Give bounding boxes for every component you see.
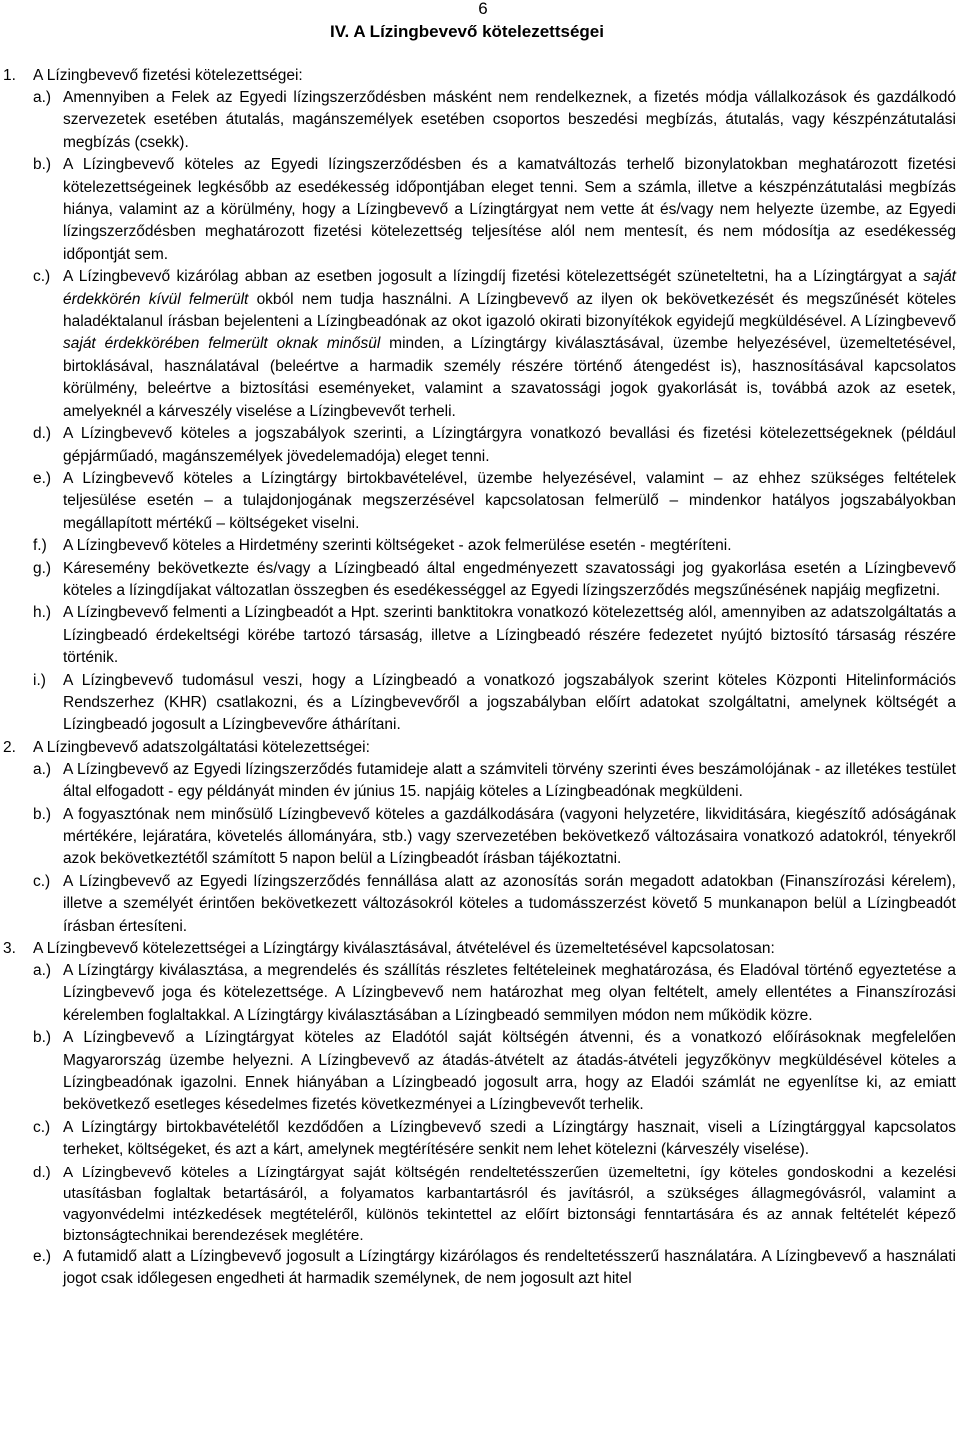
section-payment-obligations [0,65,960,737]
item-letter: c.) [33,1118,51,1136]
item-text: A Lízingbevevő köteles a jogszabályok szerinti, a Lízingtárgyra vonatkozó bevallási és fizetési kötelezettségeknek (például gépjárműadó, magánszemélyek jövedelemadója) eleget tenni. [63,425,956,465]
item-letter: a.) [33,962,52,980]
list-item [0,1246,960,1291]
item-text: A Lízingbevevő köteles az Egyedi lízingszerződésben és a kamatváltozás terhelő bizonylatokban meghatározott fizetési kötelezettségeinek legkésőbb az esedékesség időpontjában eleget tenni. Sem a számla, illetve a készpénzátutalási megbízás hiánya, valamint az a körülmény, hogy a Lízingbevevő a Lízingtárgyat nem vette át és/vagy nem helyezte üzembe, az Egyedi lízingszerződésben meghatározott fizetési kötelezettség teljesítése alól nem mentesít, és nem módosítja az esedékesség időpontját sem. [63,156,956,263]
item-letter: g.) [33,559,52,577]
section-number: 3. [3,940,16,958]
item-letter: h.) [33,604,52,622]
list-item [0,871,960,938]
item-letter: c.) [33,872,51,890]
item-letter: a.) [33,89,52,106]
section-selection-obligations [0,938,960,1290]
chapter-title: IV. A Lízingbevevő kötelezettségei [330,22,604,41]
item-letter: b.) [33,805,52,823]
section-heading [0,737,960,759]
item-text: A Lízingbevevő a Lízingtárgyat köteles az Eladótól saját költségén átvenni, és a vonatkozó előírásoknak megfelelően Magyarország üzembe helyezni. A Lízingbevevő az átadás-átvételt az átadás-átvételi jegyzőkönyv megküldésével köteles a Lízingbeadónak igazolni. Ennek hiányában a Lízingbeadó jogosult arra, hogy az Eladói számlát ne egyenlítse ki, az emiatt bekövetkező esetleges késedelmes fizetés következményei a Lízingbevevőt terhelik. [63,1029,956,1114]
list-item [0,670,960,737]
item-text: A Lízingbevevő az Egyedi lízingszerződés fennállása alatt az azonosítás során megadott adatokban (Finanszírozási kérelem), illetve a személyét érintően bekövetkezett változásokról köteles a tudomásszerzést követő 5 munkanapon belül a Lízingbeadót írásban értesíteni. [63,872,956,935]
item-text: A futamidő alatt a Lízingbevevő jogosult a Lízingtárgy kizárólagos és rendeltetésszerű használatára. A Lízingbevevő a használati jogot csak időlegesen engedheti át harmadik személynek, de nem jogosult azt hitel [63,1247,956,1288]
item-text: A Lízingbevevő az Egyedi lízingszerződés futamideje alatt a számviteli törvény szerinti éves beszámolójának - az illetékes testület által elfogadott - egy példányát minden év június 15. napjáig köteles a Lízingbeadónak megküldeni. [63,760,956,801]
item-letter: a.) [33,760,52,778]
section-data-obligations [0,737,960,938]
item-letter: f.) [33,537,47,555]
item-letter: i.) [33,671,46,689]
list-item [0,1117,960,1162]
item-letter: b.) [33,1029,52,1047]
item-text: A Lízingtárgy kiválasztása, a megrendelés és szállítás részletes feltételeinek meghatározása, és Eladóval történő egyeztetése a Lízingbevevő joga és kötelezettsége. A Lízingbevevő nem határozhat meg olyan feltételt, amely ellentétes a Finanszírozási kérelemben foglaltakkal. A Lízingtárgy kiválasztásában a Lízingbeadó semmilyen módon nem működik közre. [63,962,956,1024]
section-heading [0,65,960,87]
list-item [0,759,960,804]
item-text: okból nem tudja használni. A Lízingbevevő az ilyen ok bekövetkezését és megszűnését köteles haladéktalanul írásban bejelenteni a Lízingbeadónak az okot igazoló okirati bizonyítékok egyidejű megküldésével. A Lízingbevevő [63,290,956,331]
item-text: A Lízingbevevő kizárólag abban az esetben jogosult a lízingdíj fizetési kötelezettségét szüneteltetni, ha a Lízingtárgyat a [63,268,924,286]
item-text: A fogyasztónak nem minősülő Lízingbevevő köteles a gazdálkodására (vagyoni helyzetére, likviditására, kiegészítő adóságának mértékére, lejáratára, követelés állományára, stb.) vagy szervezetében bekövetkező változásaira vonatkozó adatokról, tényekről azok bekövetkeztétől számított 5 napon belül a Lízingbeadót írásban tájékoztatni. [63,805,956,868]
item-text: A Lízingbevevő tudomásul veszi, hogy a Lízingbeadó a vonatkozó jogszabályok szerint köteles Központi Hitelinformációs Rendszerhez (KHR) csatlakozni, és a Lízingbevevőről a jogszabályban előírt adatokat szolgáltatni, amelynek költségét a Lízingbeadó jogosult a Lízingbevevőre áthárítani. [63,671,956,734]
list-item [0,602,960,669]
item-text: A Lízingbevevő köteles a Hirdetmény szerinti költségeket - azok felmerülése esetén - megtéríteni. [63,537,732,555]
list-item [0,87,960,154]
item-letter: e.) [33,1247,52,1265]
item-letter: c.) [33,268,51,286]
list-item [0,960,960,1027]
list-item [0,558,960,603]
list-item [0,535,960,557]
section-title: A Lízingbevevő adatszolgáltatási kötelezettségei: [33,738,370,756]
section-number: 2. [3,738,16,756]
item-letter: e.) [33,469,52,487]
item-text-italic: saját érdekkörén kívül felmerült [63,268,956,308]
item-letter: b.) [33,156,52,174]
page-number: 6 [478,0,488,18]
document-body [0,65,960,1291]
list-item [0,154,960,266]
item-text: A Lízingbevevő felmenti a Lízingbeadót a Hpt. szerinti banktitokra vonatkozó kötelezettség alól, amennyiben az adatszolgáltatás a Lízingbeadó érdekeltségi körébe tartozó társaság, illetve a Lízingbeadó részére fedezetet nyújtó biztosító társaság részére történik. [63,604,956,667]
section-title: A Lízingbevevő fizetési kötelezettségei: [33,67,303,84]
item-text: Káresemény bekövetkezte és/vagy a Lízingbeadó által engedményezett szavatossági jog gyakorlása esetén a Lízingbevevő köteles a lízingdíjakat változatlan összegben és esedékességgel az Egyedi lízingszerződés megszűnésének napjáig megfizetni. [63,559,956,599]
section-number: 1. [3,67,16,84]
item-text: A Lízingtárgy birtokbavételétől kezdődően a Lízingbevevő szedi a Lízingtárgy hasznait, viseli a Lízingtárggyal kapcsolatos terheket, költségeket, és azt a kárt, amelynek megtérítésére senkit nem lehet kötelezni (kárveszély viselése). [63,1118,956,1159]
item-letter: d.) [33,425,52,443]
section-heading [0,938,960,960]
item-text: A Lízingbevevő köteles a Lízingtárgy birtokbavételével, üzembe helyezésével, valamint – az ehhez szükséges feltételek teljesülése esetén – a tulajdonjogának megszerzésével kapcsolatosan felmerülő – mindenkor hatályos jogszabályokban megállapított mértékű – költségeket viselni. [63,469,956,532]
list-item [0,804,960,871]
item-text-italic: saját érdekkörében felmerült oknak minősül [63,335,381,353]
item-letter: d.) [33,1163,51,1181]
list-item [0,1162,960,1246]
list-item [0,423,960,468]
item-text: A Lízingbevevő köteles a Lízingtárgyat saját költségén rendeltetésszerűen üzemeltetni, így köteles gondoskodni a kezelési utasításban foglaltak betartásáról, a folyamatos karbantartásról és javításról, a szükséges állagmegóvásról, valamint a vagyonvédelmi intézkedések megtételéről, különös tekintettel az előírt biztonsági fenntartására és az annak feltételét képező biztonságtechnikai berendezések meglétére. [63,1163,956,1244]
list-item [0,468,960,535]
list-item [0,1027,960,1117]
list-item [0,266,960,423]
item-text: minden, a Lízingtárgy kiválasztásával, üzembe helyezésével, üzemeltetésével, birtoklásával, használatával (beleértve a harmadik személy részére történő átengedést is), hasznosításával kapcsolatos körülmény, beleértve a biztosítási eseményeket, valamint a szavatossági jogok gyakorlását is, továbbá azok az esetek, amelyeknél a kárveszély viselése a Lízingbevevőt terheli. [63,335,956,420]
item-text: Amennyiben a Felek az Egyedi lízingszerződésben másként nem rendelkeznek, a fizetés módja vállalkozások és gazdálkodó szervezetek esetében átutalás, magánszemélyek esetében csoportos beszedési megbízás, átutalás, vagy készpénzátutalási megbízás (csekk). [63,89,956,151]
section-title: A Lízingbevevő kötelezettségei a Lízingtárgy kiválasztásával, átvételével és üzemeltetésével kapcsolatosan: [33,940,775,958]
